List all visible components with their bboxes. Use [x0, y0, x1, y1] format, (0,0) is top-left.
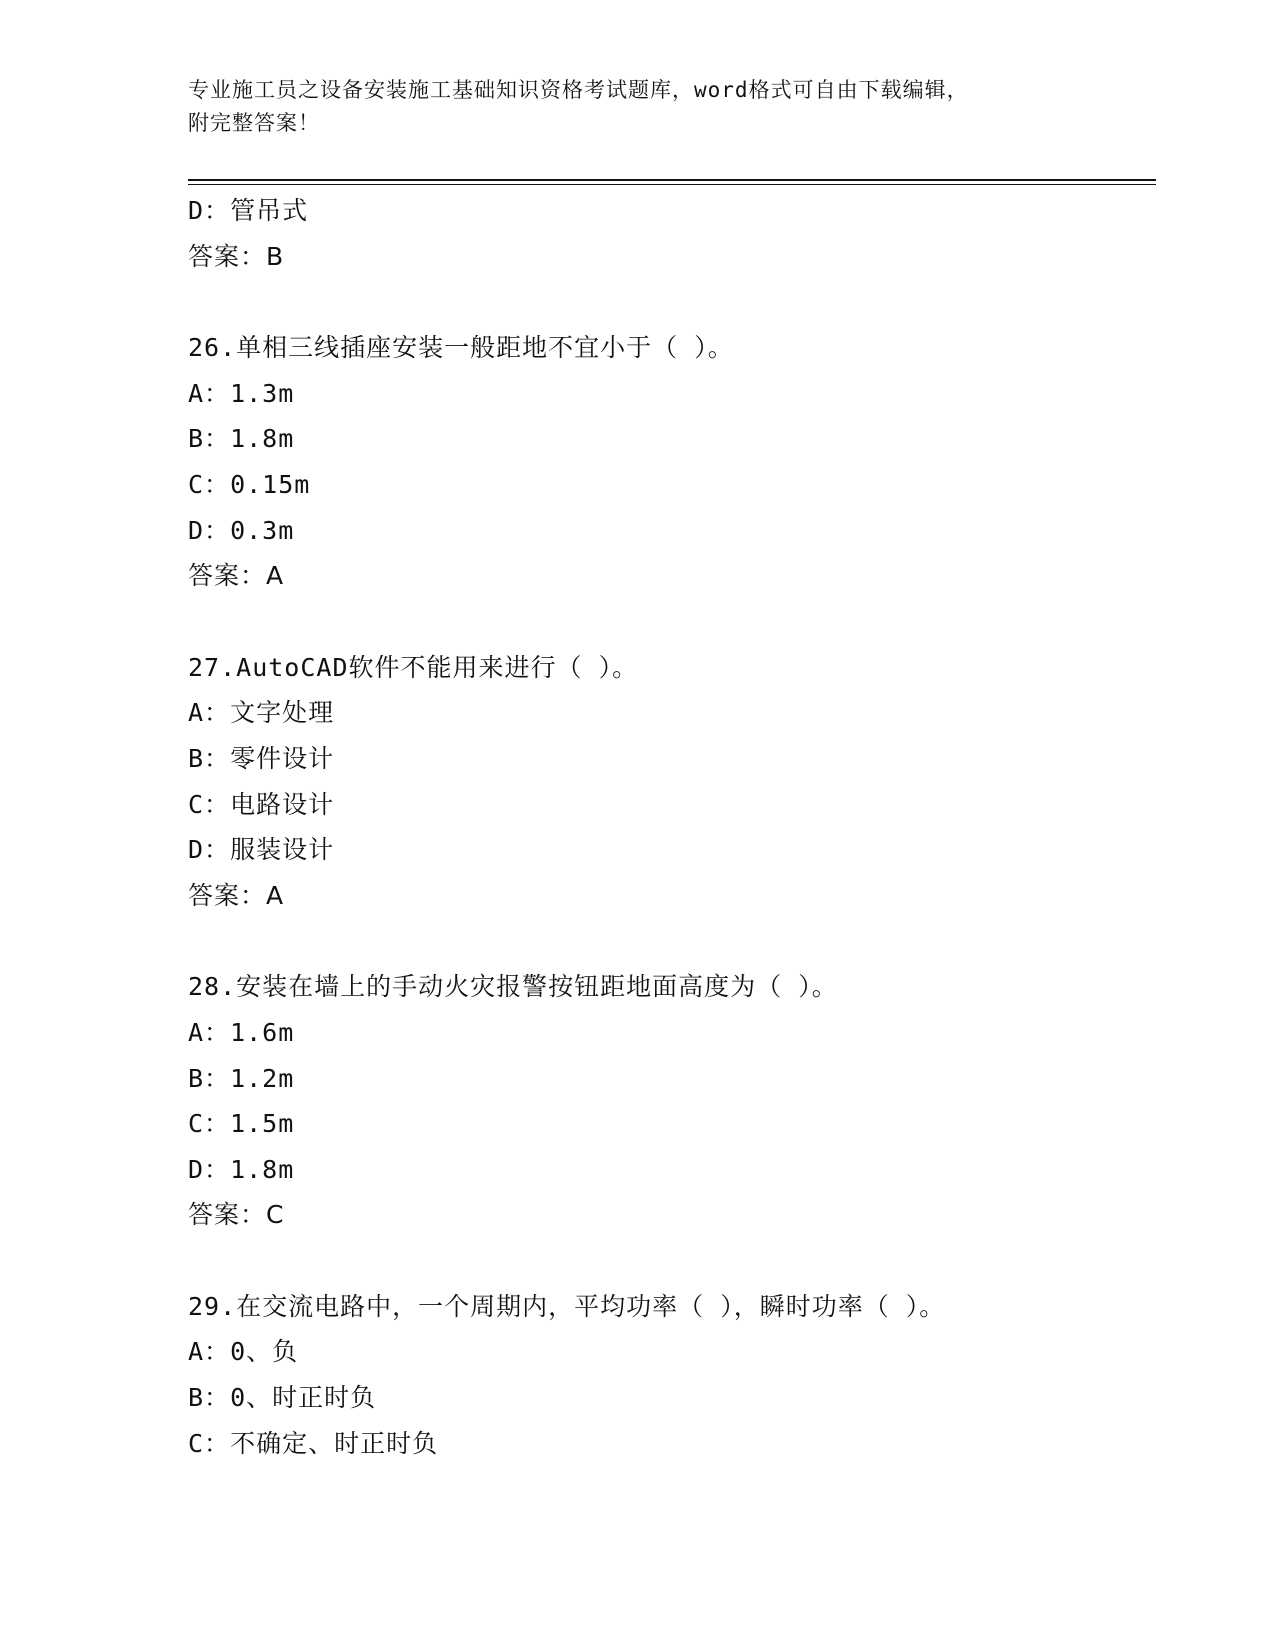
question-title [188, 645, 1156, 691]
option-text: 零件设计 [230, 743, 335, 773]
answer-value: A [266, 880, 285, 910]
option-row [188, 1421, 1156, 1467]
option-text: 0.3m [230, 515, 295, 545]
option-row [188, 371, 1156, 417]
question-title [188, 325, 1156, 371]
option-text: 管吊式 [230, 196, 309, 225]
option-text: 1.8m [230, 1154, 295, 1184]
option-label: D： [188, 1154, 231, 1184]
question-title [188, 964, 1156, 1010]
option-text: 1.8m [230, 424, 295, 454]
option-row [188, 1010, 1156, 1056]
option-text: 0、时正时负 [230, 1383, 377, 1413]
option-row [188, 462, 1156, 508]
option-row [188, 1101, 1156, 1147]
question-number: 29. [188, 1291, 237, 1321]
option-label: B： [188, 1383, 231, 1413]
option-row [188, 827, 1156, 873]
option-text: 文字处理 [230, 698, 335, 728]
option-row [188, 1147, 1156, 1193]
question-title [188, 1284, 1156, 1330]
answer-value: C [266, 1200, 285, 1230]
answer-label: 答案： [188, 1200, 267, 1230]
spacer [188, 1238, 1156, 1284]
answer-value: B [266, 241, 285, 271]
option-label: D： [188, 515, 231, 545]
question-block [188, 645, 1156, 919]
option-text: 1.5m [230, 1109, 295, 1139]
option-row [188, 782, 1156, 828]
answer-label: 答案： [188, 561, 267, 591]
question-text: 单相三线插座安装一般距地不宜小于（ ）。 [236, 333, 734, 363]
spacer [188, 599, 1156, 645]
answer-row [188, 234, 1156, 280]
header-divider-thin [188, 184, 1156, 185]
option-row [188, 416, 1156, 462]
answer-row [188, 553, 1156, 599]
partial-question [188, 188, 1156, 279]
question-text: AutoCAD软件不能用来进行（ ）。 [236, 652, 639, 682]
option-label: C： [188, 469, 231, 499]
answer-row [188, 873, 1156, 919]
option-text: 不确定、时正时负 [230, 1428, 439, 1458]
question-block [188, 1284, 1156, 1466]
question-text: 在交流电路中，一个周期内，平均功率（ ），瞬时功率（ ）。 [236, 1291, 946, 1321]
option-text: 1.6m [230, 1017, 295, 1047]
header-divider-thick [188, 179, 1156, 181]
question-list [188, 188, 1156, 1466]
option-text: 1.3m [230, 378, 295, 408]
option-label: C： [188, 789, 231, 819]
question-number: 28. [188, 972, 237, 1002]
option-label: C： [188, 1109, 231, 1139]
answer-value: A [266, 561, 285, 591]
option-label: A： [188, 1017, 231, 1047]
option-label: B： [188, 1063, 231, 1093]
answer-label: 答案： [188, 241, 267, 271]
option-text: 0.15m [230, 469, 311, 499]
answer-label: 答案： [188, 880, 267, 910]
question-block [188, 964, 1156, 1238]
spacer [188, 918, 1156, 964]
header-line-2: 附完整答案！ [188, 111, 320, 135]
option-label: B： [188, 743, 231, 773]
option-label: B： [188, 424, 231, 454]
question-number: 26. [188, 333, 237, 363]
option-text: 服装设计 [230, 835, 335, 865]
option-label: D： [188, 835, 231, 865]
option-label: D： [188, 196, 231, 225]
option-label: C： [188, 1428, 231, 1458]
option-row [188, 188, 1156, 234]
option-text: 1.2m [230, 1063, 295, 1093]
question-number: 27. [188, 652, 237, 682]
option-row [188, 1056, 1156, 1102]
question-block [188, 325, 1156, 599]
option-label: A： [188, 378, 231, 408]
spacer [188, 279, 1156, 325]
question-text: 安装在墙上的手动火灾报警按钮距地面高度为（ ）。 [236, 972, 838, 1002]
option-row [188, 690, 1156, 736]
option-row [188, 508, 1156, 554]
option-label: A： [188, 1337, 231, 1367]
document-header [188, 74, 1088, 140]
option-text: 电路设计 [230, 789, 335, 819]
option-row [188, 1329, 1156, 1375]
header-line-1: 专业施工员之设备安装施工基础知识资格考试题库，word格式可自由下载编辑， [188, 78, 969, 102]
option-text: 0、负 [230, 1337, 299, 1367]
option-label: A： [188, 698, 231, 728]
option-row [188, 1375, 1156, 1421]
option-row [188, 736, 1156, 782]
answer-row [188, 1192, 1156, 1238]
